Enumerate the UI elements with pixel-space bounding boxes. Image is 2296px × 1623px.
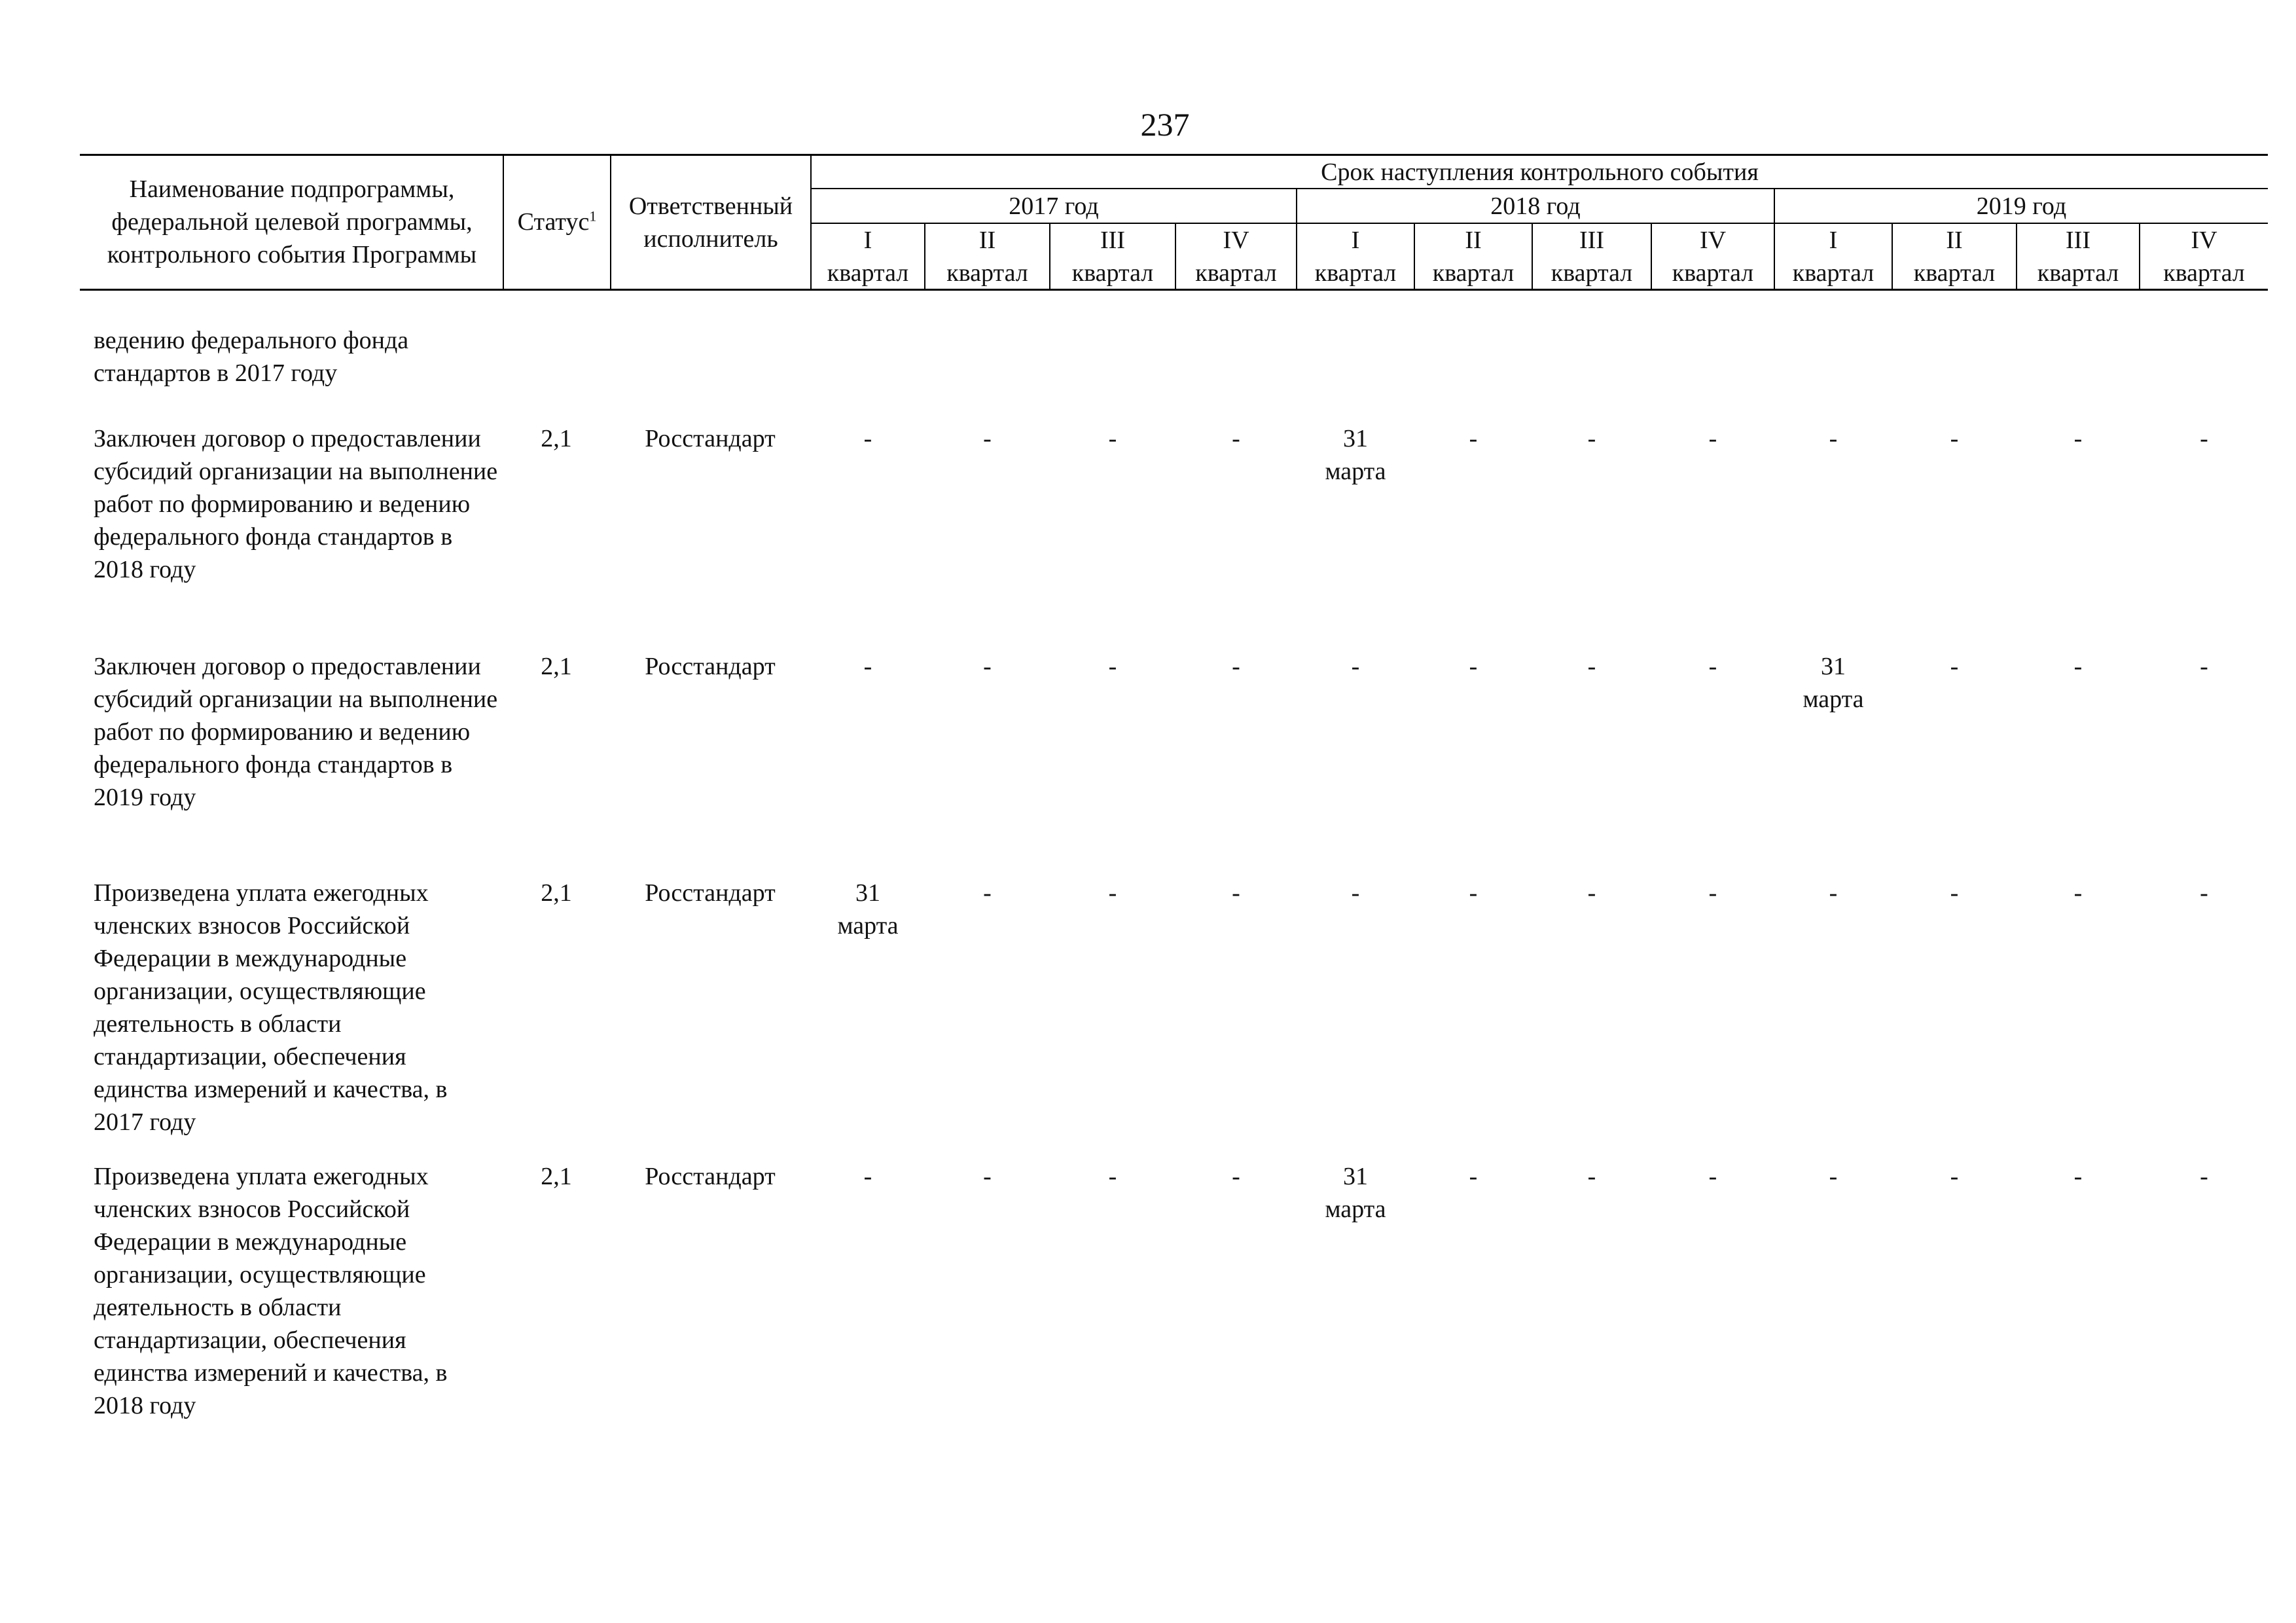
quarter-header [1652, 224, 1774, 289]
header-responsible-col: Ответственный исполнитель [628, 192, 793, 253]
quarter-cell: 31 марта [1803, 653, 1864, 713]
page-number: 237 [1140, 106, 1190, 143]
event-name: ведению федерального фонда стандартов в 2017 году [94, 327, 409, 387]
quarter-numeral: I [863, 227, 872, 254]
quarter-cell: - [863, 425, 872, 452]
quarter-cell: - [1829, 879, 1838, 907]
event-status: 2,1 [541, 653, 572, 680]
quarter-cell: - [2073, 425, 2083, 452]
quarter-cell: - [1108, 653, 1117, 680]
quarter-cell: - [1587, 425, 1596, 452]
event-responsible: Росстандарт [645, 653, 776, 680]
quarter-numeral: II [978, 227, 996, 254]
quarter-word: квартал [827, 259, 909, 287]
quarter-cell: 31 марта [1325, 1163, 1386, 1223]
quarter-cell: - [1469, 1163, 1478, 1190]
quarter-cell: - [1232, 425, 1240, 452]
quarter-cell: - [2073, 879, 2083, 907]
quarter-cell: - [1232, 653, 1240, 680]
quarter-cell: - [2200, 1163, 2208, 1190]
quarter-cell: - [1469, 425, 1478, 452]
event-status: 2,1 [541, 1163, 572, 1190]
quarter-numeral: III [1579, 227, 1604, 254]
quarter-cell: - [2200, 879, 2208, 907]
quarter-cell: - [1108, 425, 1117, 452]
quarter-cell: - [1950, 653, 1959, 680]
event-responsible: Росстандарт [645, 425, 776, 452]
header-name-col: Наименование подпрограммы, федеральной целевой программы, контрольного события Программы [107, 175, 477, 268]
quarter-numeral: I [1829, 227, 1838, 254]
quarter-cell: - [1708, 879, 1717, 907]
quarter-cell: - [1351, 653, 1360, 680]
quarter-cell: - [1232, 879, 1240, 907]
quarter-cell: - [863, 1163, 872, 1190]
quarter-numeral: II [1465, 227, 1482, 254]
quarter-header [1176, 224, 1296, 289]
header-status-footnote: 1 [589, 208, 597, 225]
quarter-cell: - [983, 1163, 992, 1190]
header-status-label: Статус [517, 208, 590, 236]
quarter-header [1415, 224, 1532, 289]
event-name: Заключен договор о предоставлении субсидий организации на выполнение работ по формированию и ведению федерального фонда стандартов в 2018 году [94, 425, 498, 583]
quarter-cell: - [2200, 653, 2208, 680]
header-year: 2019 год [1976, 192, 2067, 220]
quarter-cell: - [1351, 879, 1360, 907]
quarter-word: квартал [1551, 259, 1633, 287]
quarter-word: квартал [1071, 259, 1154, 287]
quarter-word: квартал [1195, 259, 1277, 287]
quarter-cell: - [1708, 425, 1717, 452]
quarter-cell: - [2073, 653, 2083, 680]
quarter-cell: - [1708, 1163, 1717, 1190]
quarter-cell: - [1469, 879, 1478, 907]
event-name: Произведена уплата ежегодных членских взносов Российской Федерации в международные организации, осуществляющие деятельность в области стандартизации, обеспечения единства измерений и качества, в 2018 году [94, 1163, 448, 1419]
quarter-word: квартал [1314, 259, 1397, 287]
event-responsible: Росстандарт [645, 879, 776, 907]
quarter-cell: - [1108, 1163, 1117, 1190]
event-name: Произведена уплата ежегодных членских взносов Российской Федерации в международные организации, осуществляющие деятельность в области стандартизации, обеспечения единства измерений и качества, в 2017 году [94, 879, 448, 1136]
header-year: 2018 год [1490, 192, 1581, 220]
header-status-col [504, 206, 610, 238]
quarter-numeral: IV [2191, 227, 2217, 254]
event-name: Заключен договор о предоставлении субсидий организации на выполнение работ по формированию и ведению федерального фонда стандартов в 2019 году [94, 653, 498, 811]
quarter-word: квартал [1913, 259, 1996, 287]
quarter-cell: 31 марта [1325, 425, 1386, 485]
quarter-cell: - [1950, 1163, 1959, 1190]
quarter-word: квартал [1792, 259, 1874, 287]
quarter-header [1050, 224, 1175, 289]
quarter-cell: - [983, 879, 992, 907]
quarter-cell: - [1587, 879, 1596, 907]
quarter-cell: - [1108, 879, 1117, 907]
quarter-cell: - [863, 653, 872, 680]
quarter-word: квартал [2163, 259, 2245, 287]
quarter-numeral: I [1351, 227, 1360, 254]
quarter-cell: - [1950, 425, 1959, 452]
quarter-cell: - [983, 425, 992, 452]
event-status: 2,1 [541, 879, 572, 907]
quarter-header [1533, 224, 1651, 289]
quarter-cell: - [1829, 425, 1838, 452]
quarter-cell: 31 марта [837, 879, 899, 939]
quarter-cell: - [2200, 425, 2208, 452]
event-responsible: Росстандарт [645, 1163, 776, 1190]
quarter-cell: - [1587, 653, 1596, 680]
quarter-header [2140, 224, 2268, 289]
quarter-header [2017, 224, 2139, 289]
event-status: 2,1 [541, 425, 572, 452]
quarter-numeral: III [2066, 227, 2090, 254]
quarter-header [1297, 224, 1414, 289]
quarter-numeral: II [1946, 227, 1963, 254]
quarter-header [1893, 224, 2016, 289]
quarter-numeral: IV [1699, 227, 1727, 254]
quarter-numeral: IV [1223, 227, 1249, 254]
quarter-cell: - [1829, 1163, 1838, 1190]
header-deadline-group: Срок наступления контрольного события [1321, 158, 1759, 186]
quarter-header [812, 224, 924, 289]
quarter-word: квартал [1672, 259, 1754, 287]
quarter-cell: - [1469, 653, 1478, 680]
quarter-cell: - [1950, 879, 1959, 907]
quarter-cell: - [983, 653, 992, 680]
quarter-word: квартал [2037, 259, 2119, 287]
quarter-header [1775, 224, 1892, 289]
quarter-cell: - [1232, 1163, 1240, 1190]
quarter-cell: - [1587, 1163, 1596, 1190]
quarter-cell: - [2073, 1163, 2083, 1190]
quarter-word: квартал [946, 259, 1028, 287]
quarter-word: квартал [1432, 259, 1515, 287]
quarter-header [925, 224, 1049, 289]
quarter-cell: - [1708, 653, 1717, 680]
quarter-numeral: III [1100, 227, 1125, 254]
header-year: 2017 год [1009, 192, 1099, 220]
